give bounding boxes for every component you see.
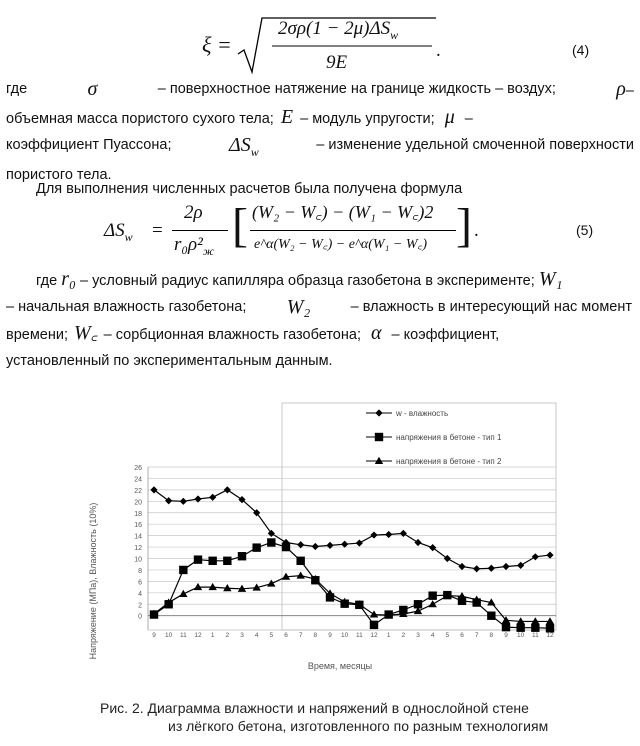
x-tick-label: 3 xyxy=(240,632,244,639)
data-point xyxy=(428,600,436,607)
legend-label: напряжения в бетоне - тип 1 xyxy=(396,433,502,442)
y-tick-label: 24 xyxy=(134,476,142,484)
data-point xyxy=(414,539,421,546)
formula-4 xyxy=(196,10,456,78)
formula-5-number: (5) xyxy=(576,222,594,238)
y-tick-label: 0 xyxy=(138,613,142,621)
symbol-delta-s xyxy=(229,132,259,165)
data-point xyxy=(546,551,553,558)
formula-5-coef-den-text: r₀ρ² xyxy=(174,234,203,255)
y-tick-label: 14 xyxy=(134,533,142,541)
data-point xyxy=(502,623,510,631)
text-line2b: – модуль упругости; xyxy=(300,111,435,127)
x-tick-label: 2 xyxy=(225,632,230,639)
chart-y-axis-label: Напряжение (МПа), Влажность (10%) xyxy=(88,502,98,660)
formula-5-coef-num: 2ρ xyxy=(184,202,203,223)
x-tick-label: 6 xyxy=(284,632,288,639)
data-point xyxy=(516,624,524,632)
paragraph-3-line-1 xyxy=(6,266,632,294)
formula-5-bracket-den: e^α(W₂ − W꜀) − e^α(W₁ − W꜀) xyxy=(254,237,427,252)
data-point xyxy=(194,583,202,590)
data-point xyxy=(370,610,378,617)
x-tick-label: 10 xyxy=(517,632,525,639)
data-point xyxy=(532,553,539,560)
data-point xyxy=(312,543,319,550)
x-tick-label: 11 xyxy=(179,632,187,639)
formula-5-eq: = xyxy=(152,220,163,241)
x-tick-label: 7 xyxy=(474,632,479,639)
x-tick-label: 11 xyxy=(531,632,539,639)
text-line1b: – поверхностное натяжение на границе жидкость – воздух; xyxy=(157,81,556,97)
legend-label: w - влажность xyxy=(396,409,449,418)
formula-4-denominator: 9E xyxy=(326,52,348,73)
data-point xyxy=(546,624,554,632)
data-point xyxy=(208,557,216,565)
legend-marker xyxy=(375,433,383,441)
data-point xyxy=(224,486,231,493)
paragraph-1 xyxy=(6,76,634,185)
text-line2c: – xyxy=(464,111,473,127)
x-tick-label: 12 xyxy=(370,632,378,639)
formula-5-trail: . xyxy=(474,220,479,241)
data-point xyxy=(209,494,216,501)
x-tick-label: 5 xyxy=(445,632,450,639)
data-point xyxy=(238,552,246,560)
y-tick-label: 20 xyxy=(134,499,142,507)
symbol-rho: ρ xyxy=(616,78,626,100)
data-point xyxy=(267,538,275,546)
data-point xyxy=(208,583,216,590)
y-tick-label: 6 xyxy=(138,579,142,587)
data-point xyxy=(223,557,231,565)
data-point xyxy=(267,579,275,586)
chart-axes xyxy=(148,467,556,630)
data-point xyxy=(180,498,187,505)
y-tick-label: 10 xyxy=(134,556,142,564)
x-tick-label: 9 xyxy=(328,632,332,639)
data-point xyxy=(531,624,539,632)
paragraph-3 xyxy=(6,266,632,374)
x-tick-label: 1 xyxy=(386,632,391,639)
moisture-stress-chart xyxy=(0,395,640,685)
data-point xyxy=(473,565,480,572)
text-p3-line3b: – сорбционная влажность газобетона; xyxy=(103,327,361,343)
x-tick-label: 8 xyxy=(313,632,318,639)
text-p3-line1b: – условный радиус капилляра образца газобетона в эксперименте; xyxy=(79,273,535,289)
paragraph-1-line-4: пористого тела. xyxy=(6,167,112,183)
chart-legend xyxy=(366,409,502,466)
y-tick-label: 18 xyxy=(134,510,142,518)
formula-4-number: (4) xyxy=(572,42,590,58)
x-tick-label: 10 xyxy=(165,632,173,639)
symbol-sigma: σ xyxy=(87,78,98,100)
x-tick-label: 6 xyxy=(460,632,464,639)
text-gde-2: где xyxy=(36,273,58,289)
paragraph-1-line-2 xyxy=(6,104,634,132)
x-tick-label: 4 xyxy=(254,632,259,639)
text-p3-line2a: – начальная влажность газобетона; xyxy=(6,299,247,315)
bracket-left: [ xyxy=(232,199,248,252)
x-tick-label: 8 xyxy=(489,632,494,639)
formula-5-bracket-line xyxy=(250,230,456,231)
symbol-alpha: α xyxy=(371,322,382,344)
text-p3-line2b: – влажность в интересующий нас момент xyxy=(350,299,632,315)
formula-5-bracket-num: (W₂ − W꜀) − (W₁ − W꜀)2 xyxy=(252,202,434,222)
legend-marker xyxy=(375,457,383,464)
x-tick-label: 3 xyxy=(416,632,420,639)
text-line3a: коэффициент Пуассона; xyxy=(6,137,172,153)
text-p3-line3a: времени; xyxy=(6,327,69,343)
formula-4-numerator xyxy=(278,18,398,43)
x-tick-label: 1 xyxy=(210,632,215,639)
y-tick-label: 8 xyxy=(138,567,142,575)
x-tick-label: 10 xyxy=(341,632,349,639)
symbol-E: E xyxy=(280,106,294,128)
y-tick-label: 22 xyxy=(134,487,142,495)
formula-5-coef-den xyxy=(174,234,214,259)
symbol-W2: W₂ xyxy=(286,296,311,318)
data-point xyxy=(194,555,202,563)
data-point xyxy=(252,543,260,551)
data-point xyxy=(488,565,495,572)
legend-marker xyxy=(375,409,382,416)
formula-5 xyxy=(104,200,484,264)
x-tick-label: 5 xyxy=(269,632,274,639)
formula-5-coef-line xyxy=(172,230,228,231)
symbol-delta-s-sub: w xyxy=(250,145,259,159)
text-line3b: – изменение удельной смоченной поверхности xyxy=(316,137,634,153)
text-p3-line3c: – коэффициент, xyxy=(391,327,500,343)
symbol-Wc: W꜀ xyxy=(74,322,98,344)
symbol-mu: μ xyxy=(444,106,455,128)
data-point xyxy=(370,531,377,538)
figure-caption-line-1: Рис. 2. Диаграмма влажности и напряжений в однослойной стене xyxy=(100,700,529,716)
paragraph-3-line-4: установленный по экспериментальным данным. xyxy=(6,353,333,369)
text-gde: где xyxy=(6,81,28,97)
chart-series xyxy=(150,486,554,632)
data-point xyxy=(487,612,495,620)
formula-5-coef-den-sub: ж xyxy=(202,243,214,258)
symbol-delta-s-text: ΔS xyxy=(229,134,251,156)
x-tick-label: 11 xyxy=(355,632,363,639)
figure-caption-line-2: из лёгкого бетона, изготовленного по разным технологиям xyxy=(168,718,549,734)
symbol-r0: r₀ xyxy=(61,268,76,290)
data-point xyxy=(517,562,524,569)
y-tick-label: 26 xyxy=(134,465,142,472)
data-point xyxy=(502,563,509,570)
data-point xyxy=(179,566,187,574)
formula-5-lhs-sub: w xyxy=(124,229,133,244)
data-point xyxy=(296,571,304,578)
data-point xyxy=(326,542,333,549)
paragraph-1-line-1 xyxy=(6,76,634,104)
paragraph-2: Для выполнения численных расчетов была получена формула xyxy=(36,181,463,197)
data-point xyxy=(458,563,465,570)
y-tick-label: 4 xyxy=(138,590,142,598)
bracket-right: ] xyxy=(456,199,472,252)
symbol-W1: W₁ xyxy=(538,268,563,290)
formula-5-lhs xyxy=(104,220,133,245)
x-tick-label: 7 xyxy=(298,632,303,639)
text-line1c: – xyxy=(625,83,634,99)
y-tick-label: 12 xyxy=(134,545,142,553)
chart-x-axis-label: Время, месяцы xyxy=(307,661,373,671)
data-point xyxy=(179,590,187,597)
data-point xyxy=(282,543,290,551)
data-point xyxy=(356,539,363,546)
x-tick-label: 4 xyxy=(430,632,435,639)
y-tick-label: 16 xyxy=(134,522,142,530)
data-point xyxy=(370,621,378,629)
y-tick-label: 2 xyxy=(138,602,142,610)
formula-4-numerator-sub: w xyxy=(390,27,399,42)
x-tick-label: 12 xyxy=(194,632,202,639)
paragraph-3-line-2 xyxy=(6,294,632,320)
formula-4-lhs: ξ = xyxy=(202,32,232,57)
x-tick-label: 2 xyxy=(401,632,406,639)
formula-5-lhs-text: ΔS xyxy=(104,220,125,241)
text-line2a: объемная масса пористого сухого тела; xyxy=(6,111,274,127)
formula-4-numerator-text: 2σρ(1 − 2μ)ΔS xyxy=(278,18,391,39)
formula-4-trail: . xyxy=(436,40,441,61)
legend-label: напряжения в бетоне - тип 2 xyxy=(396,457,502,466)
data-point xyxy=(428,591,436,599)
data-point xyxy=(385,531,392,538)
x-tick-label: 12 xyxy=(546,632,554,639)
paragraph-1-line-3 xyxy=(6,132,634,165)
paragraph-3-line-3 xyxy=(6,320,632,348)
x-tick-label: 9 xyxy=(504,632,508,639)
data-point xyxy=(296,557,304,565)
x-tick-label: 9 xyxy=(152,632,156,639)
